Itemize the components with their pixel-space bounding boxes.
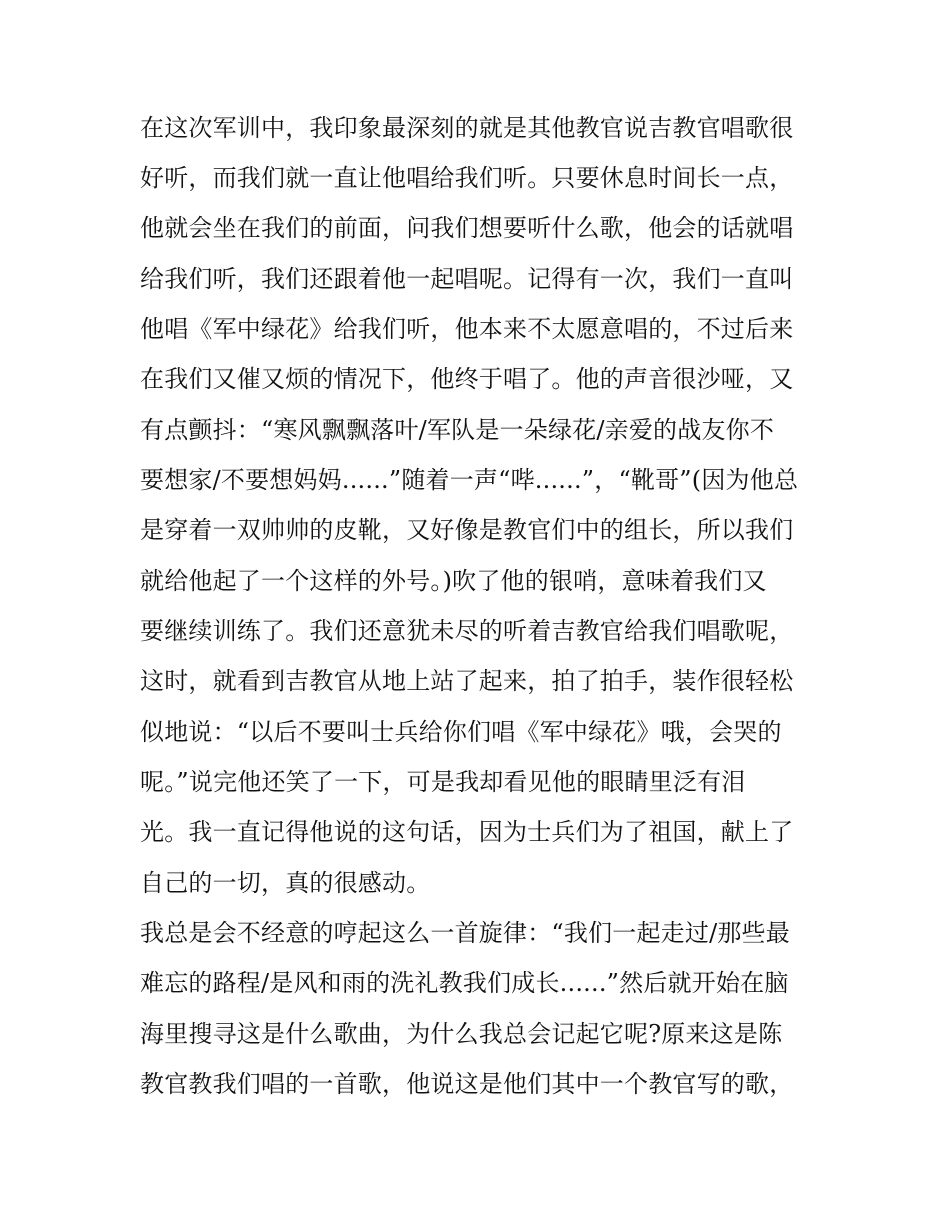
text-line: 难忘的路程/是风和雨的洗礼教我们成长......”然后就开始在脑 <box>140 969 789 997</box>
text-line: 这时，就看到吉教官从地上站了起来，拍了拍手，装作很轻松 <box>140 667 794 695</box>
text-line: 是穿着一双帅帅的皮靴，又好像是教官们中的组长，所以我们 <box>140 516 794 544</box>
text-line: 我总是会不经意的哼起这么一首旋律：“我们一起走过/那些最 <box>140 919 790 947</box>
text-line: 好听，而我们就一直让他唱给我们听。只要休息时间长一点， <box>140 164 794 192</box>
text-line: 在这次军训中，我印象最深刻的就是其他教官说吉教官唱歌很 <box>140 114 794 142</box>
text-line: 教官教我们唱的一首歌，他说这是他们其中一个教官写的歌， <box>140 1070 794 1098</box>
text-line: 给我们听，我们还跟着他一起唱呢。记得有一次，我们一直叫 <box>140 265 794 293</box>
text-line: 似地说：“以后不要叫士兵给你们唱《军中绿花》哦，会哭的 <box>140 718 782 746</box>
text-line: 光。我一直记得他说的这句话，因为士兵们为了祖国，献上了 <box>140 818 794 846</box>
text-line: 要想家/不要想妈妈......”随着一声“哔......”，“靴哥”(因为他总 <box>140 466 799 494</box>
text-line: 在我们又催又烦的情况下，他终于唱了。他的声音很沙哑，又 <box>140 365 794 393</box>
text-line: 就给他起了一个这样的外号。)吹了他的银哨，意味着我们又 <box>140 567 767 595</box>
text-line: 自己的一切，真的很感动。 <box>140 869 431 897</box>
text-line: 海里搜寻这是什么歌曲，为什么我总会记起它呢?原来这是陈 <box>140 1020 783 1048</box>
text-line: 他就会坐在我们的前面，问我们想要听什么歌，他会的话就唱 <box>140 214 794 242</box>
text-line: 有点颤抖：“寒风飘飘落叶/军队是一朵绿花/亲爱的战友你不 <box>140 416 775 444</box>
text-line: 他唱《军中绿花》给我们听，他本来不太愿意唱的，不过后来 <box>140 315 794 343</box>
text-line: 呢。”说完他还笑了一下，可是我却看见他的眼睛里泛有泪 <box>140 768 746 796</box>
text-line: 要继续训练了。我们还意犹未尽的听着吉教官给我们唱歌呢， <box>140 617 794 645</box>
